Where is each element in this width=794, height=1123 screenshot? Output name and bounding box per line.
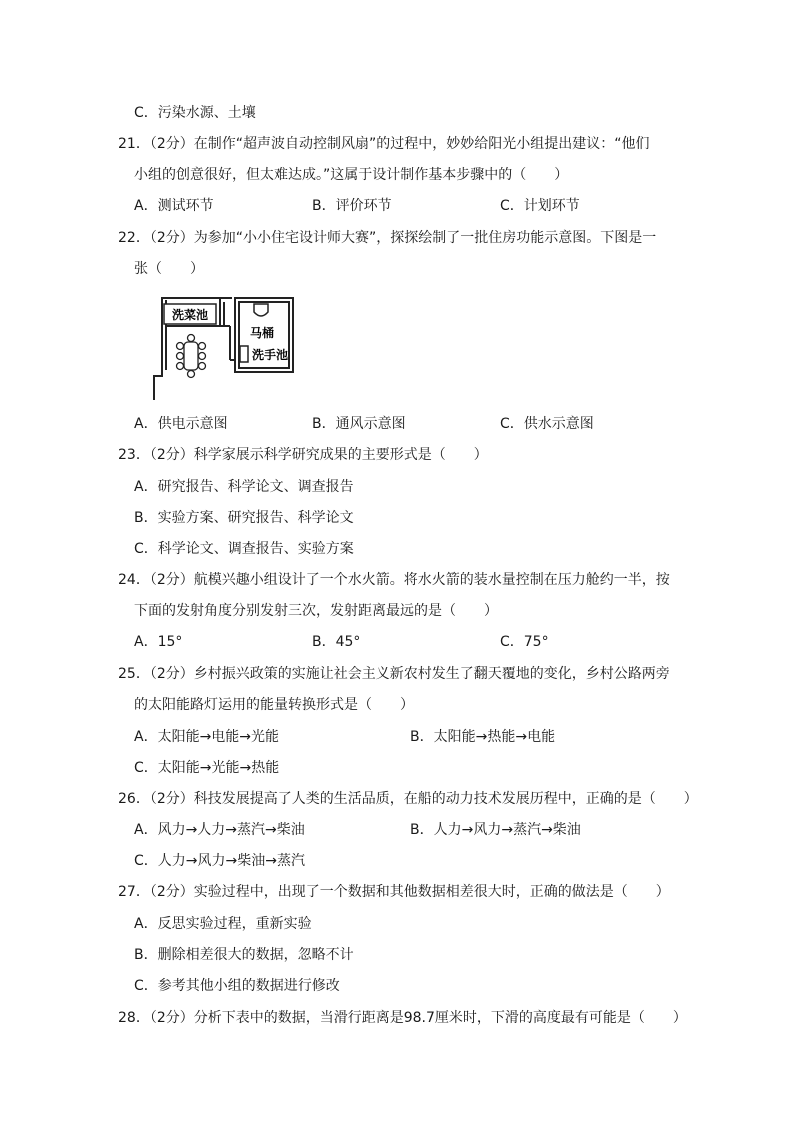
q25-option-a: A．太阳能→电能→光能 — [134, 729, 280, 745]
q24-stem-line1: 24．（2分）航模兴趣小组设计了一个水火箭。将水火箭的装水量控制在压力舱约一半，按 — [118, 572, 670, 588]
q26-option-a: A．风力→人力→蒸汽→柴油 — [134, 822, 305, 838]
q25-option-b: B．太阳能→热能→电能 — [410, 729, 556, 745]
floor-plan-figure — [150, 290, 300, 402]
toilet-label: 马桶 — [249, 326, 275, 340]
q27-option-c: C．参考其他小组的数据进行修改 — [134, 978, 340, 994]
q25-option-c: C．太阳能→光能→热能 — [134, 760, 280, 776]
q23-stem: 23．（2分）科学家展示科学研究成果的主要形式是（ ） — [118, 447, 488, 463]
q25-stem-line1: 25．（2分）乡村振兴政策的实施让社会主义新农村发生了翻天覆地的变化，乡村公路两旁 — [118, 666, 670, 682]
toilet-icon — [254, 304, 268, 316]
q28-stem: 28．（2分）分析下表中的数据，当滑行距离是98.7厘米时，下滑的高度最有可能是（ ） — [118, 1010, 687, 1026]
q27-option-b: B．删除相差很大的数据，忽略不计 — [134, 947, 354, 963]
sink-label: 洗菜池 — [171, 308, 209, 322]
q24-option-b: B．45° — [312, 634, 361, 650]
q23-option-a: A．研究报告、科学论文、调查报告 — [134, 479, 354, 495]
q27-option-a: A．反思实验过程，重新实验 — [134, 916, 312, 932]
q20-option-c: C．污染水源、土壤 — [134, 105, 256, 121]
q24-stem-line2: 下面的发射角度分别发射三次，发射距离最远的是（ ） — [134, 603, 498, 619]
q23-option-b: B．实验方案、研究报告、科学论文 — [134, 510, 354, 526]
q21-stem-line1: 21．（2分）在制作“超声波自动控制风扇”的过程中，妙妙给阳光小组提出建议：“他们 — [118, 136, 650, 152]
q21-option-c: C．计划环节 — [500, 198, 580, 214]
q21-option-b: B．评价环节 — [312, 198, 392, 214]
q21-stem-line2: 小组的创意很好，但太难达成。”这属于设计制作基本步骤中的（ ） — [134, 167, 569, 183]
dining-table-icon — [177, 335, 206, 378]
q24-option-c: C．75° — [500, 634, 549, 650]
q22-option-a: A．供电示意图 — [134, 416, 228, 432]
basin-label: 洗手池 — [251, 348, 289, 362]
q25-stem-line2: 的太阳能路灯运用的能量转换形式是（ ） — [134, 697, 414, 713]
q26-option-c: C．人力→风力→柴油→蒸汽 — [134, 853, 305, 869]
basin-icon — [240, 346, 248, 362]
q22-stem-line1: 22．（2分）为参加“小小住宅设计师大赛”，探探绘制了一批住房功能示意图。下图是一 — [118, 230, 657, 246]
q26-stem: 26．（2分）科技发展提高了人类的生活品质，在船的动力技术发展历程中，正确的是（ ） — [118, 791, 698, 807]
q27-stem: 27．（2分）实验过程中，出现了一个数据和其他数据相差很大时，正确的做法是（ ） — [118, 884, 670, 900]
q24-option-a: A．15° — [134, 634, 183, 650]
q26-option-b: B．人力→风力→蒸汽→柴油 — [410, 822, 581, 838]
q22-option-b: B．通风示意图 — [312, 416, 406, 432]
q22-option-c: C．供水示意图 — [500, 416, 594, 432]
q23-option-c: C．科学论文、调查报告、实验方案 — [134, 541, 354, 557]
q21-option-a: A．测试环节 — [134, 198, 214, 214]
q22-stem-line2: 张（ ） — [134, 261, 204, 277]
